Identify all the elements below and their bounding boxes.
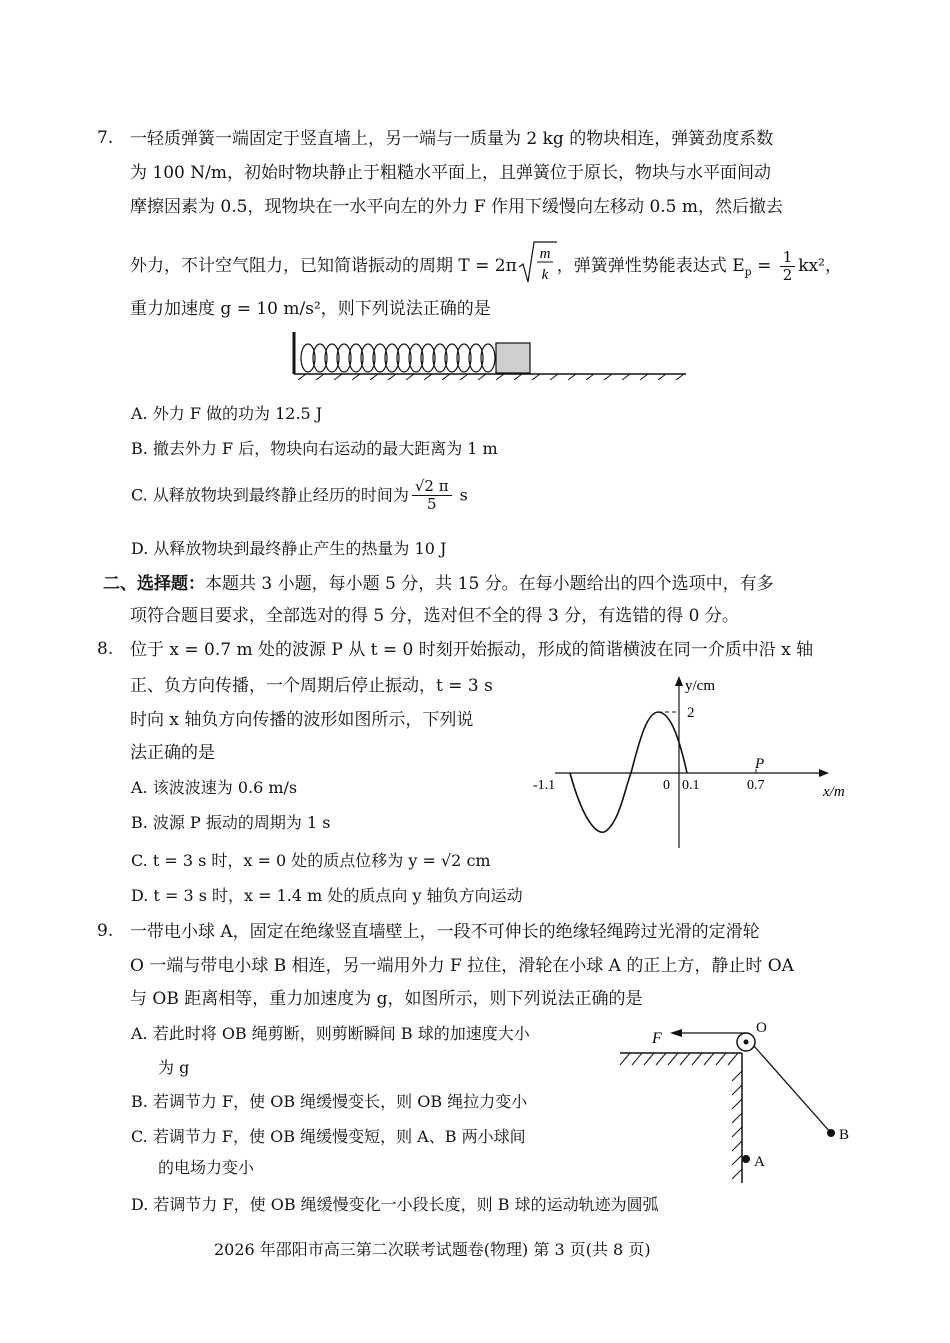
q8-line-2: 正、负方向传播，一个周期后停止振动，t = 3 s	[130, 676, 493, 696]
amplitude-label: 2	[687, 705, 695, 721]
c-numerator: √2 π	[412, 478, 452, 496]
wave-graph	[525, 668, 855, 853]
ball-a	[742, 1155, 750, 1163]
ball-b	[827, 1129, 835, 1137]
half-fraction	[780, 249, 796, 284]
pulley-axle	[744, 1040, 749, 1045]
c-denominator: 5	[426, 495, 437, 513]
spring-block-figure	[286, 330, 690, 380]
rope-ob	[754, 1046, 831, 1133]
sqrt-symbol	[517, 240, 557, 293]
q9-number: 9.	[97, 921, 114, 941]
q9-line-1: 一带电小球 A，固定在绝缘竖直墙壁上，一段不可伸长的绝缘轻绳跨过光滑的定滑轮	[130, 922, 760, 942]
label-a: A	[754, 1154, 765, 1170]
label-f: F	[652, 1030, 662, 1047]
x-axis-arrow	[819, 769, 829, 777]
section2-header	[103, 572, 774, 596]
q9-option-d: D. 若调节力 F，使 OB 绳缓慢变化一小段长度，则 B 球的运动轨迹为圆弧	[131, 1195, 659, 1214]
q8-option-c: C. t = 3 s 时，x = 0 处的质点位移为 y = √2 cm	[131, 851, 491, 870]
q7-line-2: 为 100 N/m，初始时物块静止于粗糙水平面上，且弹簧位于原长，物块与水平面间动	[130, 163, 771, 183]
q7-line4-d: kx²，	[798, 256, 842, 276]
q8-line-1: 位于 x = 0.7 m 处的波源 P 从 t = 0 时刻开始振动，形成的简谐横波在同一介质中沿 x 轴	[130, 640, 814, 660]
y-axis-arrow	[675, 676, 683, 686]
ep-subscript: p	[744, 265, 752, 279]
section2-line-1: 本题共 3 小题，每小题 5 分，共 15 分。在每小题给出的四个选项中，有多	[205, 574, 774, 594]
q7-line4-a: 外力，不计空气阻力，已知简谐振动的周期 T = 2π	[130, 256, 517, 276]
section2-title: 二、选择题：	[103, 574, 205, 594]
q7-line4-c: =	[751, 256, 777, 276]
block	[496, 343, 530, 373]
q9-option-a-line1: A. 若此时将 OB 绳剪断，则剪断瞬间 B 球的加速度大小	[131, 1024, 530, 1043]
q7-option-b: B. 撤去外力 F 后，物块向右运动的最大距离为 1 m	[131, 439, 498, 458]
q7-line-3: 摩擦因素为 0.5，现物块在一水平向左的外力 F 作用下缓慢向左移动 0.5 m，然后撤去	[130, 197, 784, 217]
y-axis-label: y/cm	[685, 678, 715, 694]
label-o: O	[756, 1020, 767, 1036]
p-label: P	[755, 756, 765, 772]
tick-label-0-7: 0.7	[747, 778, 765, 793]
wave-curve	[570, 712, 687, 832]
tick-label-0-1: 0.1	[682, 778, 700, 793]
q7-option-c-pre: C. 从释放物块到最终静止经历的时间为	[131, 485, 409, 505]
pulley-figure	[610, 1015, 860, 1187]
q8-number: 8.	[97, 639, 114, 659]
tick-label-minus-1-1: -1.1	[533, 778, 556, 793]
wall-hatch	[732, 1071, 742, 1179]
section2-line-2: 项符合题目要求，全部选对的得 5 分，选对但不全的得 3 分，有选错的得 0 分。	[130, 606, 739, 626]
q8-line-4: 法正确的是	[130, 743, 215, 763]
q7-number: 7.	[97, 128, 114, 148]
q9-option-c-line1: C. 若调节力 F，使 OB 绳缓慢变短，则 A、B 两小球间	[131, 1127, 526, 1146]
label-b: B	[839, 1127, 850, 1143]
q9-option-b: B. 若调节力 F，使 OB 绳缓慢变长，则 OB 绳拉力变小	[131, 1092, 528, 1111]
period-numerator: m	[539, 246, 551, 262]
q7-line-5: 重力加速度 g = 10 m/s²，则下列说法正确的是	[130, 299, 491, 319]
q7-line-1: 一轻质弹簧一端固定于竖直墙上，另一端与一质量为 2 kg 的物块相连，弹簧劲度系数	[130, 129, 774, 149]
q7-option-d: D. 从释放物块到最终静止产生的热量为 10 J	[131, 539, 447, 558]
q7-option-c-fraction	[412, 478, 452, 513]
ceiling-hatch	[620, 1053, 738, 1065]
q8-option-d: D. t = 3 s 时，x = 1.4 m 处的质点向 y 轴负方向运动	[131, 886, 523, 905]
q9-option-c-line2: 的电场力变小	[158, 1158, 255, 1177]
q8-option-b: B. 波源 P 振动的周期为 1 s	[131, 813, 331, 832]
q8-option-a: A. 该波波速为 0.6 m/s	[131, 778, 298, 797]
half-denominator: 2	[782, 266, 793, 284]
half-numerator: 1	[780, 249, 796, 267]
q9-option-a-line2: 为 g	[158, 1058, 190, 1077]
q7-line4-b: ，弹簧弹性势能表达式 E	[556, 256, 745, 276]
page-footer: 2026 年邵阳市高三第二次联考试题卷(物理) 第 3 页(共 8 页)	[214, 1240, 651, 1259]
q7-option-a: A. 外力 F 做的功为 12.5 J	[131, 404, 323, 423]
q8-line-3: 时向 x 轴负方向传播的波形如图所示，下列说	[130, 710, 474, 730]
q7-option-c	[131, 478, 468, 513]
period-denominator: k	[541, 267, 549, 283]
spring-coils	[301, 344, 495, 372]
ground-hatch	[298, 374, 684, 380]
q7-option-c-post: s	[454, 485, 468, 505]
q9-line-2: O 一端与带电小球 B 相连，另一端用外力 F 拉住，滑轮在小球 A 的正上方，静止时 OA	[130, 956, 794, 976]
q7-line-4	[130, 240, 842, 293]
q9-line-3: 与 OB 距离相等，重力加速度为 g，如图所示，则下列说法正确的是	[130, 989, 643, 1009]
tick-label-0: 0	[663, 778, 670, 793]
x-axis-label: x/m	[823, 784, 845, 800]
force-arrow	[670, 1029, 682, 1037]
